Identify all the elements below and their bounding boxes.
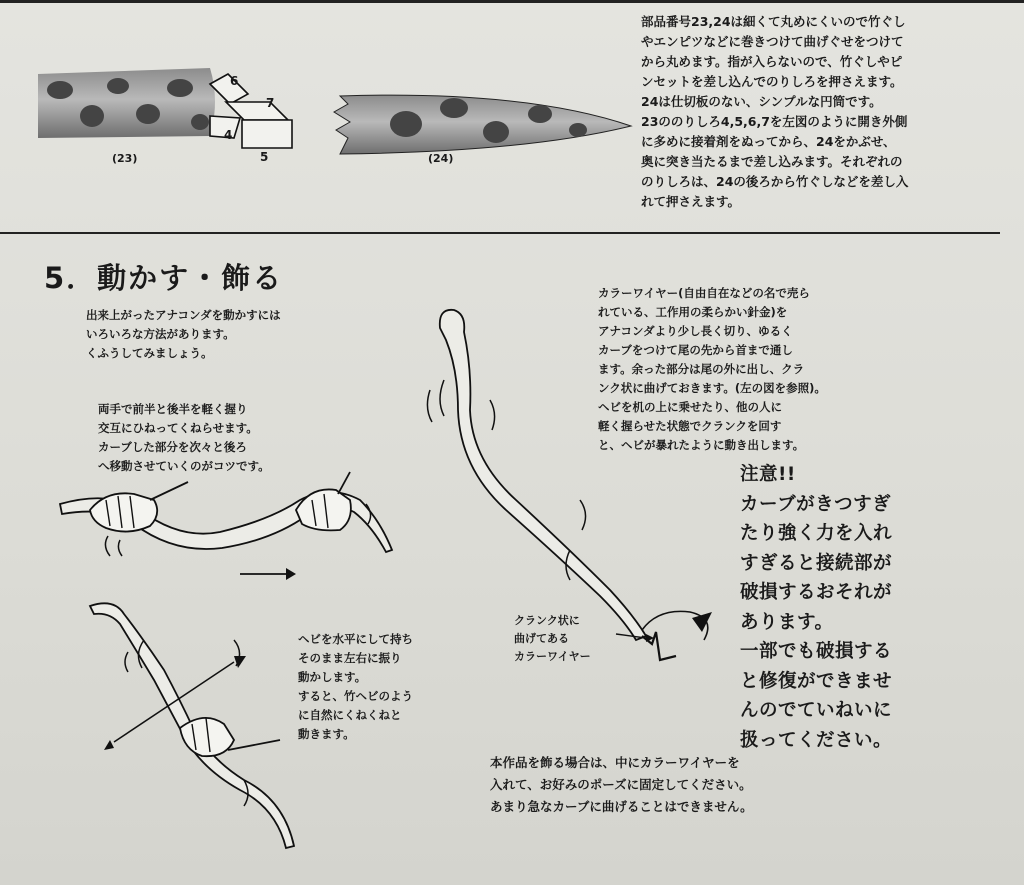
crank-label: クランク状に 曲げてある カラーワイヤー xyxy=(514,614,591,663)
section-title: 5．動かす・飾る xyxy=(44,261,284,295)
spot xyxy=(440,98,468,118)
part-23-label: (23) xyxy=(112,152,138,165)
spot xyxy=(191,114,209,130)
color-wire-instructions: カラーワイヤー(自由自在などの名で売ら れている、工作用の柔らかい針金)を アナコンダより少し長く切り、ゆるく カーブをつけて尾の先から首まで通し ます。余った部分は尾の外に出し、クラ ンク状に曲げておきます。(左の図を参照)。 ヘビを机の上に乗せたり、他の人に 軽く握らせた状態でクランクを回す と、ヘビが暴れたように動き出します。 xyxy=(598,286,826,452)
display-instructions: 本作品を飾る場合は、中にカラーワイヤーを 入れて、お好みのポーズに固定してください。 あまり急なカーブに曲げることはできません。 xyxy=(490,755,753,814)
top-rule xyxy=(0,0,1024,3)
flap-number-5: 5 xyxy=(260,150,269,164)
glue-flap-6 xyxy=(210,74,248,104)
tip-shake-text: ヘビを水平にして持ち そのまま左右に振り 動かします。 すると、竹ヘビのよう に自然にくねくねと 動きます。 xyxy=(298,632,413,741)
part-24-label: (24) xyxy=(428,152,454,165)
spot xyxy=(528,105,552,123)
section-divider xyxy=(0,232,1000,234)
flap-number-4: 4 xyxy=(224,128,233,142)
spot xyxy=(483,121,509,143)
shake-illustration xyxy=(84,600,314,850)
two-hands-illustration xyxy=(50,470,400,590)
part-24-illustration xyxy=(326,86,636,156)
assembly-instructions: 部品番号23,24は細くて丸めにくいので竹ぐし やエンピツなどに巻きつけて曲げぐせをつけて から丸めます。指が入らないので、竹ぐしやピ ンセットを差し込んでのりしろを押さえます。 24は仕切板のない、シンプルな円筒です。 23ののりしろ4,5,6,7を左図のように開き外側 に多めに接着剤をぬってから、24をかぶせ、 奥に突き当たるまで差し込みます。それぞれの のりしろは、24の後ろから竹ぐしなどを差し入 れて押さえます。 xyxy=(641,14,909,209)
spot xyxy=(107,78,129,94)
flap-number-7: 7 xyxy=(266,96,275,110)
spot xyxy=(390,111,422,137)
glue-flap-5 xyxy=(242,120,292,148)
spot xyxy=(80,105,104,127)
right-hand xyxy=(296,489,351,530)
part-23-tube xyxy=(38,68,215,138)
tip-hands-text: 両手で前半と後半を軽く握り 交互にひねってくねらせます。 カーブした部分を次々と後ろ へ移動させていくのがコツです。 xyxy=(98,402,270,473)
spot xyxy=(569,123,587,137)
spot xyxy=(167,79,193,97)
intro-text: 出来上がったアナコンダを動かすには いろいろな方法があります。 くふうしてみましょう。 xyxy=(86,308,281,360)
part-24-tube xyxy=(334,95,631,154)
spot xyxy=(136,104,160,124)
flap-number-6: 6 xyxy=(230,74,239,88)
caution-text: 注意!! カーブがきつすぎ たり強く力を入れ すぎると接続部が 破損するおそれが あります。 一部でも破損する と修復ができませ んのでていねいに 扱ってください。 xyxy=(740,464,893,751)
spot xyxy=(47,81,73,99)
